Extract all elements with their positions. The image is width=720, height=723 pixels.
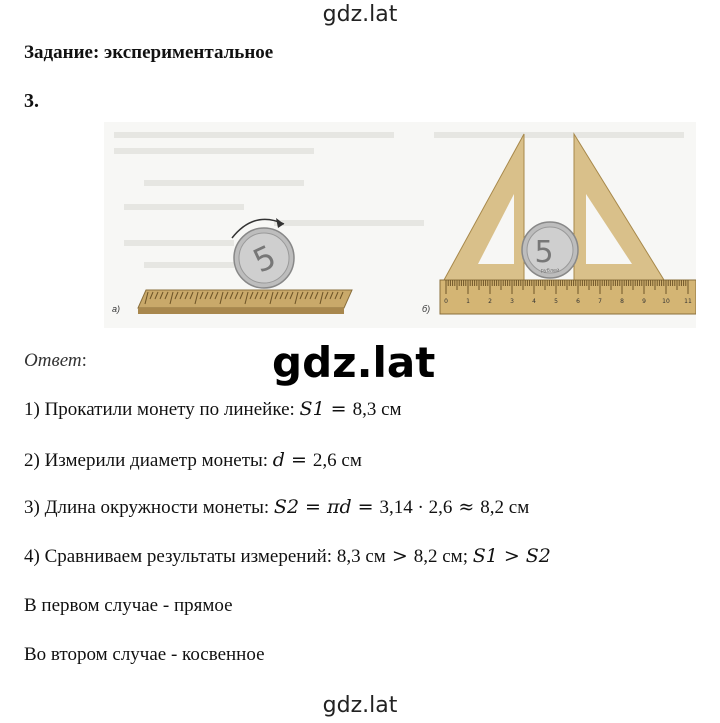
answer-line-3	[24, 496, 529, 519]
ruler-b-label: 4	[532, 298, 536, 305]
label-b: б)	[422, 304, 431, 314]
answer-line-1-op: =	[330, 398, 347, 420]
answer-line-5: В первом случае - прямое	[24, 595, 233, 616]
coin-b-text: рублей	[540, 268, 560, 274]
task-title: Задание: экспериментальное	[24, 42, 274, 63]
answer-line-4	[24, 545, 551, 568]
coin-a	[234, 228, 294, 288]
ruler-b-label: 8	[620, 298, 624, 305]
answer-line-4-op2: >	[503, 545, 520, 567]
coin-b-value: 5	[534, 235, 554, 270]
answer-line-3-op2: =	[357, 496, 374, 518]
answer-line-4-text: 4) Сравниваем результаты измерений:	[24, 546, 337, 567]
answer-line-1-value: 8,3 см	[352, 399, 402, 420]
answer-line-3-value: 8,2 см	[480, 497, 530, 518]
answer-line-2	[24, 449, 362, 472]
label-a: а)	[112, 304, 121, 314]
answer-line-6: Во втором случае - косвенное	[24, 644, 265, 665]
ruler-b-label: 3	[510, 298, 514, 305]
watermark-top: gdz.lat	[322, 2, 398, 27]
answer-line-3-mul: 3,14 · 2,6	[379, 497, 453, 518]
ruler-b-label: 11	[684, 298, 692, 305]
ruler-b-label: 6	[576, 298, 580, 305]
answer-line-3-op1: =	[305, 496, 321, 518]
answer-line-1-text: 1) Прокатили монету по линейке:	[24, 399, 300, 420]
watermark-middle: gdz.lat	[272, 338, 436, 387]
ruler-b-label: 7	[598, 298, 602, 305]
ruler-b-label: 5	[554, 298, 558, 305]
answer-line-3-var: S2	[273, 496, 300, 518]
watermark-bottom: gdz.lat	[322, 693, 398, 718]
answer-line-4-v1: S1	[472, 545, 498, 567]
answer-line-2-text: 2) Измерили диаметр монеты:	[24, 450, 273, 471]
ruler-b-label: 2	[488, 298, 492, 305]
answer-line-3-op3: ≈	[458, 496, 475, 518]
answer-line-1-var: S1	[299, 398, 325, 420]
answer-line-2-value: 2,6 см	[312, 450, 362, 471]
answer-label-text: Ответ	[24, 350, 82, 371]
ruler-b-label: 1	[466, 298, 470, 305]
coin-a-value: 5	[247, 237, 282, 281]
task-number: 3.	[24, 90, 39, 112]
ruler-b	[440, 280, 696, 314]
answer-line-1	[24, 398, 402, 421]
ruler-a	[138, 290, 352, 314]
coin-b	[522, 222, 578, 278]
answer-label	[24, 350, 87, 372]
answer-label-colon: :	[81, 350, 87, 371]
answer-line-3-expr: πd	[326, 496, 352, 518]
ruler-b-label: 9	[642, 298, 646, 305]
answer-line-2-var: d	[272, 449, 285, 471]
answer-line-2-op: =	[290, 449, 307, 471]
answer-line-4-b: 8,2 см;	[413, 546, 473, 567]
answer-line-3-text: 3) Длина окружности монеты:	[24, 497, 274, 518]
experiment-illustration	[104, 122, 696, 328]
answer-line-4-v2: S2	[525, 545, 551, 567]
answer-line-4-op: >	[391, 545, 408, 567]
ruler-b-label: 0	[444, 298, 448, 305]
ruler-b-label: 10	[662, 298, 670, 305]
answer-line-4-a: 8,3 см	[336, 546, 386, 567]
